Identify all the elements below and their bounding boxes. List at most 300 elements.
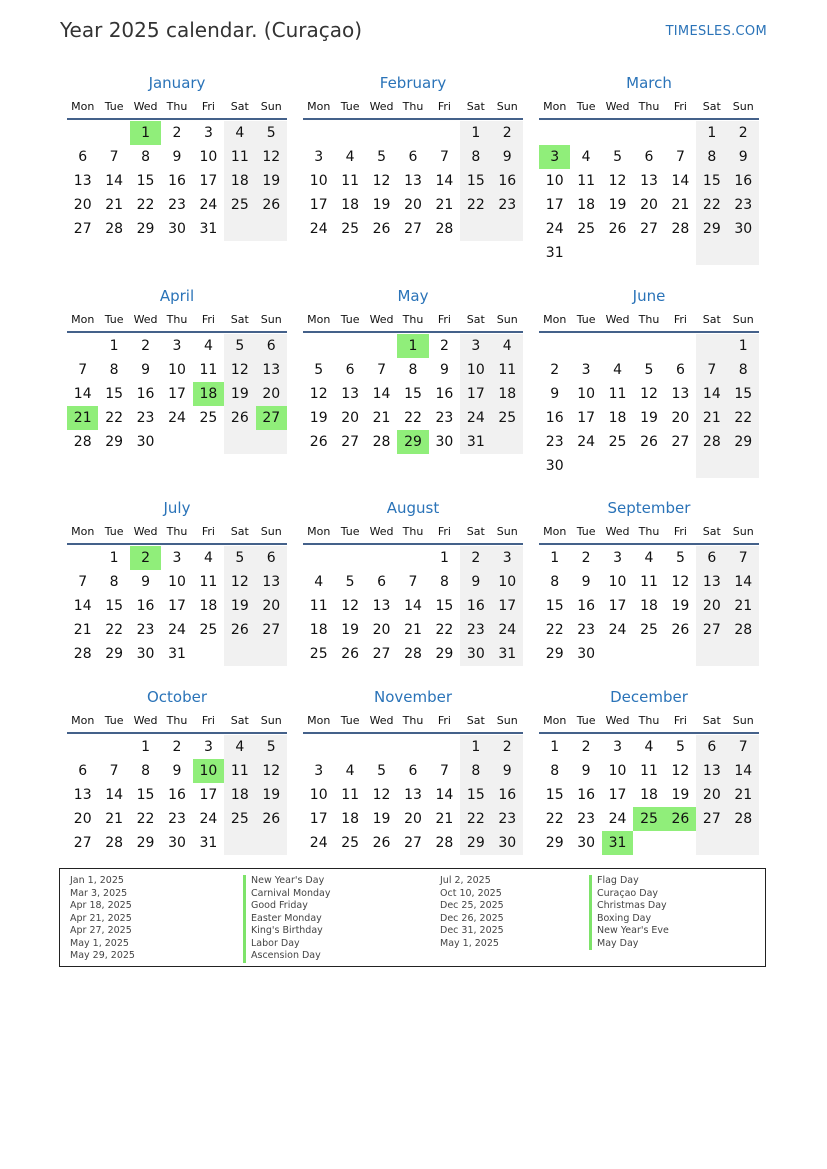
weekday-label: Mon	[71, 714, 95, 727]
day-cell: 12	[341, 598, 360, 614]
day-cell: 25	[199, 622, 218, 638]
month-december	[539, 687, 759, 855]
weekday-header	[303, 710, 523, 734]
day-cell: 6	[345, 362, 355, 378]
empty-cell	[397, 546, 428, 570]
day-cell: 9	[581, 763, 591, 779]
day-cell: 28	[404, 646, 422, 662]
empty-cell	[492, 430, 523, 454]
day-cell: 29	[545, 646, 564, 662]
day-cell: 24	[199, 197, 218, 213]
day-cell: 10	[309, 787, 328, 803]
weekday-label: Wed	[605, 313, 630, 326]
weekday-label: Tue	[340, 714, 360, 727]
day-cell: 6	[408, 763, 418, 779]
day-cell: 21	[372, 410, 391, 426]
day-cell: 4	[644, 550, 654, 566]
weekday-label: Sat	[466, 714, 485, 727]
month-april	[67, 286, 287, 454]
weekday-label: Fri	[201, 100, 215, 113]
weekday-label: Tue	[104, 100, 124, 113]
empty-cell	[366, 735, 397, 759]
weekday-label: Wed	[133, 313, 158, 326]
page-title: Year 2025 calendar. (Curaçao)	[60, 18, 363, 42]
empty-cell	[366, 546, 397, 570]
holiday-day-cell: 2	[130, 546, 161, 570]
legend-holiday-name: Christmas Day	[589, 900, 669, 913]
weekday-label: Sat	[230, 525, 249, 538]
day-cell: 16	[435, 386, 454, 402]
empty-cell	[602, 642, 633, 666]
empty-cell	[570, 454, 601, 478]
day-cell: 23	[492, 807, 523, 831]
weekday-label: Sun	[260, 525, 282, 538]
legend-holiday-name: King's Birthday	[243, 925, 330, 938]
day-cell: 7	[109, 149, 119, 165]
weekday-label: Wed	[133, 714, 158, 727]
day-cell: 19	[671, 598, 690, 614]
day-cell: 16	[577, 598, 596, 614]
empty-cell	[539, 121, 570, 145]
holiday-day-cell: 1	[130, 121, 161, 145]
day-cell: 18	[640, 598, 658, 614]
weekday-label: Thu	[638, 313, 660, 326]
day-cell: 21	[696, 406, 727, 430]
empty-cell	[728, 454, 759, 478]
day-cell: 31	[460, 430, 491, 454]
day-cell: 1	[460, 735, 491, 759]
holiday-day-cell: 27	[256, 406, 287, 430]
weekday-label: Fri	[673, 525, 687, 538]
weekday-label: Fri	[437, 525, 451, 538]
day-cell: 13	[640, 173, 658, 189]
weekday-label: Thu	[166, 525, 188, 538]
day-cell: 19	[372, 811, 391, 827]
day-cell: 26	[372, 221, 391, 237]
day-cell: 23	[168, 197, 186, 213]
holiday-legend	[59, 868, 766, 967]
legend-holiday-name: Good Friday	[243, 900, 330, 913]
day-cell: 16	[136, 598, 155, 614]
day-cell: 19	[671, 787, 690, 803]
weekday-label: Tue	[104, 313, 124, 326]
day-cell: 5	[314, 362, 324, 378]
weekday-header	[303, 309, 523, 333]
day-cell: 19	[309, 410, 328, 426]
day-cell: 29	[136, 835, 155, 851]
day-cell: 17	[168, 598, 186, 614]
weekday-label: Sat	[230, 100, 249, 113]
legend-holiday-name: Curaçao Day	[589, 888, 669, 901]
legend-date: Dec 25, 2025	[440, 900, 504, 911]
day-cell: 28	[696, 430, 727, 454]
day-cell: 22	[545, 811, 564, 827]
weekday-label: Wed	[369, 714, 394, 727]
day-grid	[303, 121, 523, 241]
empty-cell	[161, 430, 192, 454]
month-june	[539, 286, 759, 478]
empty-cell	[334, 334, 365, 358]
day-cell: 29	[105, 646, 124, 662]
day-cell: 30	[577, 835, 596, 851]
holiday-day-cell: 25	[633, 807, 664, 831]
day-cell: 17	[492, 594, 523, 618]
legend-date: May 1, 2025	[70, 937, 129, 949]
day-cell: 21	[73, 622, 92, 638]
empty-cell	[67, 546, 98, 570]
day-cell: 22	[136, 811, 155, 827]
day-grid	[539, 121, 759, 265]
day-cell: 15	[545, 598, 564, 614]
day-cell: 28	[105, 835, 124, 851]
day-cell: 16	[492, 783, 523, 807]
day-cell: 9	[172, 149, 182, 165]
day-cell: 4	[224, 735, 255, 759]
day-cell: 2	[728, 121, 759, 145]
day-cell: 18	[492, 382, 523, 406]
day-cell: 4	[345, 763, 355, 779]
day-cell: 7	[408, 574, 418, 590]
day-cell: 13	[341, 386, 360, 402]
empty-cell	[665, 241, 696, 265]
day-cell: 20	[73, 197, 92, 213]
day-cell: 27	[404, 221, 422, 237]
day-cell: 4	[644, 739, 654, 755]
day-cell: 19	[640, 410, 658, 426]
day-cell: 17	[309, 811, 328, 827]
day-cell: 16	[136, 386, 155, 402]
day-cell: 12	[256, 145, 287, 169]
day-cell: 3	[314, 763, 324, 779]
day-cell: 21	[435, 811, 454, 827]
weekday-label: Sun	[732, 714, 754, 727]
day-cell: 26	[671, 622, 690, 638]
day-cell: 20	[341, 410, 360, 426]
day-cell: 16	[492, 169, 523, 193]
weekday-label: Fri	[673, 313, 687, 326]
empty-cell	[696, 241, 727, 265]
day-cell: 29	[545, 835, 564, 851]
day-cell: 4	[203, 550, 213, 566]
day-cell: 17	[460, 382, 491, 406]
weekday-label: Tue	[104, 714, 124, 727]
empty-cell	[193, 642, 224, 666]
day-cell: 26	[224, 618, 255, 642]
month-name: January	[148, 74, 206, 92]
day-cell: 4	[203, 338, 213, 354]
legend-date: Mar 3, 2025	[70, 887, 128, 899]
weekday-label: Sun	[496, 100, 518, 113]
day-cell: 1	[109, 338, 119, 354]
day-cell: 24	[545, 221, 564, 237]
day-cell: 20	[696, 783, 727, 807]
day-cell: 3	[613, 550, 623, 566]
day-cell: 10	[577, 386, 596, 402]
day-cell: 12	[372, 173, 391, 189]
day-cell: 1	[728, 334, 759, 358]
legend-date: Oct 10, 2025	[440, 887, 502, 899]
day-cell: 27	[696, 807, 727, 831]
day-cell: 28	[435, 221, 454, 237]
day-cell: 15	[696, 169, 727, 193]
day-cell: 12	[256, 759, 287, 783]
day-cell: 16	[577, 787, 596, 803]
day-cell: 2	[492, 121, 523, 145]
month-november	[303, 687, 523, 855]
weekday-label: Mon	[307, 313, 331, 326]
empty-cell	[366, 121, 397, 145]
month-name: November	[373, 688, 453, 706]
weekday-label: Wed	[133, 100, 158, 113]
day-cell: 6	[78, 763, 88, 779]
day-cell: 4	[581, 149, 591, 165]
month-name: May	[397, 287, 429, 305]
day-cell: 14	[696, 382, 727, 406]
day-cell: 15	[435, 598, 454, 614]
weekday-label: Tue	[576, 714, 596, 727]
day-cell: 11	[341, 787, 360, 803]
day-cell: 25	[577, 221, 596, 237]
day-cell: 17	[608, 787, 627, 803]
day-cell: 24	[608, 622, 627, 638]
empty-cell	[303, 334, 334, 358]
weekday-label: Wed	[605, 525, 630, 538]
day-cell: 21	[404, 622, 422, 638]
day-cell: 25	[199, 410, 218, 426]
weekday-label: Sun	[732, 100, 754, 113]
day-cell: 21	[105, 197, 124, 213]
empty-cell	[728, 642, 759, 666]
day-cell: 30	[545, 458, 564, 474]
day-cell: 10	[309, 173, 328, 189]
legend-date: Apr 18, 2025	[70, 900, 132, 911]
day-cell: 26	[341, 646, 360, 662]
month-october	[67, 687, 287, 855]
weekday-label: Tue	[340, 313, 360, 326]
day-cell: 27	[341, 434, 360, 450]
weekday-label: Tue	[576, 100, 596, 113]
weekday-label: Sat	[702, 714, 721, 727]
weekday-label: Mon	[543, 313, 567, 326]
day-cell: 8	[550, 763, 560, 779]
empty-cell	[303, 121, 334, 145]
day-cell: 21	[728, 594, 759, 618]
day-cell: 1	[141, 739, 151, 755]
month-name: June	[632, 287, 666, 305]
day-cell: 6	[675, 362, 685, 378]
day-cell: 10	[168, 362, 186, 378]
day-cell: 29	[435, 646, 454, 662]
day-cell: 28	[728, 807, 759, 831]
legend-date: Apr 27, 2025	[70, 925, 132, 936]
month-may	[303, 286, 523, 454]
weekday-header	[67, 521, 287, 545]
day-cell: 30	[168, 835, 186, 851]
day-cell: 20	[256, 594, 287, 618]
day-cell: 31	[168, 646, 186, 662]
day-cell: 30	[136, 434, 155, 450]
day-cell: 14	[73, 598, 92, 614]
day-cell: 24	[168, 622, 186, 638]
day-cell: 26	[309, 434, 328, 450]
day-cell: 15	[545, 787, 564, 803]
day-cell: 11	[309, 598, 328, 614]
legend-date: Dec 26, 2025	[440, 912, 504, 924]
weekday-label: Wed	[369, 100, 394, 113]
day-cell: 20	[256, 382, 287, 406]
day-cell: 6	[408, 149, 418, 165]
day-cell: 20	[404, 197, 422, 213]
day-cell: 30	[168, 221, 186, 237]
weekday-label: Mon	[543, 100, 567, 113]
weekday-label: Thu	[402, 100, 424, 113]
day-cell: 12	[224, 570, 255, 594]
day-cell: 25	[224, 193, 255, 217]
day-cell: 22	[404, 410, 422, 426]
empty-cell	[67, 334, 98, 358]
day-cell: 29	[728, 430, 759, 454]
day-cell: 8	[109, 574, 119, 590]
day-cell: 31	[199, 221, 218, 237]
day-cell: 13	[696, 570, 727, 594]
day-cell: 21	[728, 783, 759, 807]
empty-cell	[696, 334, 727, 358]
day-cell: 29	[105, 434, 124, 450]
weekday-label: Tue	[576, 313, 596, 326]
day-cell: 6	[644, 149, 654, 165]
day-cell: 22	[460, 807, 491, 831]
weekday-label: Fri	[437, 714, 451, 727]
empty-cell	[224, 831, 255, 855]
day-cell: 30	[460, 642, 491, 666]
empty-cell	[256, 430, 287, 454]
empty-cell	[633, 334, 664, 358]
day-cell: 28	[435, 835, 454, 851]
month-name: August	[386, 499, 440, 517]
day-cell: 23	[577, 811, 596, 827]
day-cell: 24	[168, 410, 186, 426]
empty-cell	[665, 334, 696, 358]
empty-cell	[303, 546, 334, 570]
day-cell: 2	[581, 550, 591, 566]
empty-cell	[224, 430, 255, 454]
day-cell: 5	[613, 149, 623, 165]
day-cell: 9	[172, 763, 182, 779]
day-cell: 7	[78, 574, 88, 590]
day-cell: 30	[492, 831, 523, 855]
day-cell: 27	[404, 835, 422, 851]
weekday-label: Sat	[702, 100, 721, 113]
day-cell: 15	[105, 598, 124, 614]
day-cell: 19	[341, 622, 360, 638]
weekday-label: Thu	[402, 313, 424, 326]
weekday-header	[303, 521, 523, 545]
day-cell: 16	[728, 169, 759, 193]
day-cell: 13	[256, 358, 287, 382]
day-cell: 2	[172, 739, 182, 755]
empty-cell	[602, 454, 633, 478]
month-name: September	[607, 499, 691, 517]
empty-cell	[602, 334, 633, 358]
day-cell: 30	[136, 646, 155, 662]
day-cell: 28	[73, 434, 92, 450]
weekday-label: Mon	[543, 714, 567, 727]
day-cell: 26	[256, 193, 287, 217]
empty-cell	[429, 121, 460, 145]
day-cell: 22	[460, 193, 491, 217]
day-cell: 17	[199, 173, 218, 189]
month-august	[303, 498, 523, 666]
day-cell: 7	[439, 149, 449, 165]
holiday-day-cell: 26	[665, 807, 696, 831]
day-cell: 26	[224, 406, 255, 430]
day-cell: 8	[460, 145, 491, 169]
day-cell: 25	[341, 221, 360, 237]
day-cell: 3	[172, 338, 182, 354]
day-cell: 25	[608, 434, 627, 450]
day-cell: 20	[404, 811, 422, 827]
day-cell: 29	[696, 217, 727, 241]
legend-holiday-name: New Year's Eve	[589, 925, 669, 938]
day-cell: 28	[671, 221, 690, 237]
day-cell: 18	[224, 169, 255, 193]
day-cell: 18	[341, 197, 360, 213]
month-september	[539, 498, 759, 666]
day-cell: 5	[345, 574, 355, 590]
weekday-label: Sun	[260, 714, 282, 727]
day-cell: 11	[341, 173, 360, 189]
day-cell: 1	[696, 121, 727, 145]
day-cell: 24	[460, 406, 491, 430]
legend-date: May 1, 2025	[440, 937, 499, 949]
day-cell: 12	[671, 763, 690, 779]
month-february	[303, 73, 523, 241]
day-cell: 9	[460, 570, 491, 594]
empty-cell	[397, 121, 428, 145]
day-cell: 4	[314, 574, 324, 590]
weekday-label: Tue	[576, 525, 596, 538]
weekday-label: Sun	[496, 525, 518, 538]
legend-date: Jan 1, 2025	[70, 875, 124, 886]
holiday-day-cell: 21	[67, 406, 98, 430]
day-cell: 7	[728, 546, 759, 570]
weekday-label: Fri	[673, 714, 687, 727]
day-cell: 28	[372, 434, 391, 450]
day-cell: 22	[136, 197, 155, 213]
empty-cell	[193, 430, 224, 454]
day-grid	[67, 546, 287, 666]
day-cell: 5	[377, 763, 387, 779]
day-cell: 11	[224, 145, 255, 169]
weekday-label: Fri	[437, 100, 451, 113]
day-cell: 22	[696, 193, 727, 217]
legend-holiday-name: Flag Day	[589, 875, 669, 888]
weekday-label: Mon	[71, 313, 95, 326]
day-cell: 11	[224, 759, 255, 783]
brand-link[interactable]: TIMESLES.COM	[665, 24, 767, 39]
day-cell: 18	[199, 598, 218, 614]
day-cell: 10	[199, 149, 218, 165]
weekday-header	[539, 521, 759, 545]
day-cell: 10	[545, 173, 564, 189]
empty-cell	[366, 334, 397, 358]
day-cell: 5	[256, 121, 287, 145]
holiday-day-cell: 10	[193, 759, 224, 783]
day-cell: 18	[341, 811, 360, 827]
day-cell: 14	[105, 173, 124, 189]
day-cell: 6	[256, 334, 287, 358]
weekday-label: Tue	[340, 100, 360, 113]
